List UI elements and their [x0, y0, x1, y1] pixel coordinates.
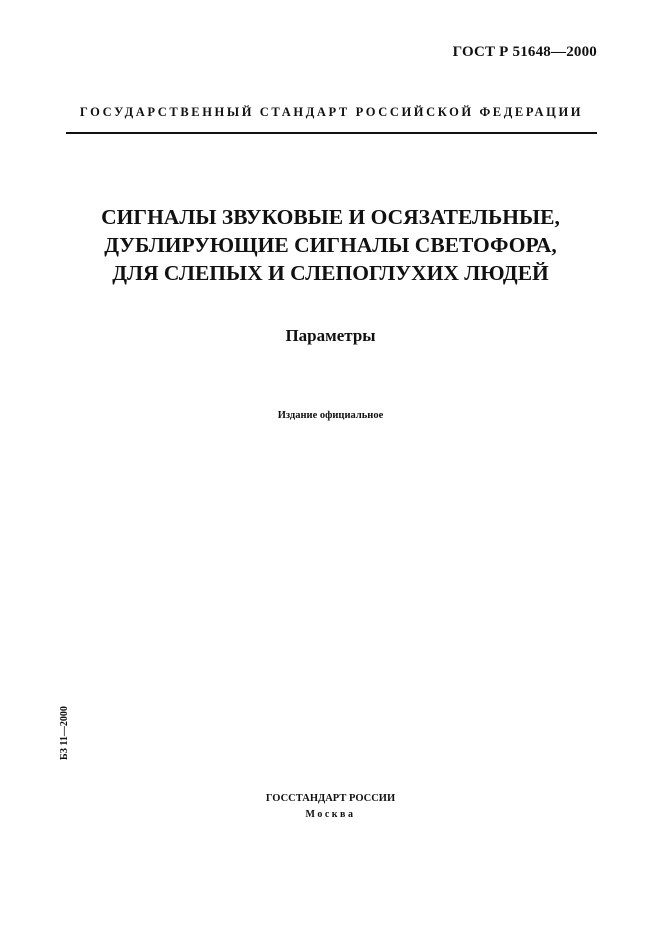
organization-heading: ГОСУДАРСТВЕННЫЙ СТАНДАРТ РОССИЙСКОЙ ФЕДЕРАЦИИ — [79, 105, 584, 119]
publisher-city: Москва — [305, 809, 356, 820]
publisher-name: ГОССТАНДАРТ РОССИИ — [265, 793, 396, 804]
title-line-1: СИГНАЛЫ ЗВУКОВЫЕ И ОСЯЗАТЕЛЬНЫЕ, — [101, 205, 560, 229]
document-title — [30, 203, 631, 287]
header-divider — [66, 132, 597, 134]
side-margin-code: БЗ 11—2000 — [59, 706, 70, 760]
document-subtitle: Параметры — [285, 326, 376, 345]
title-line-2: ДУБЛИРУЮЩИЕ СИГНАЛЫ СВЕТОФОРА, — [104, 233, 557, 257]
edition-note: Издание официальное — [277, 410, 384, 421]
document-code: ГОСТ Р 51648—2000 — [452, 44, 597, 60]
title-line-3: ДЛЯ СЛЕПЫХ И СЛЕПОГЛУХИХ ЛЮДЕЙ — [112, 261, 549, 285]
